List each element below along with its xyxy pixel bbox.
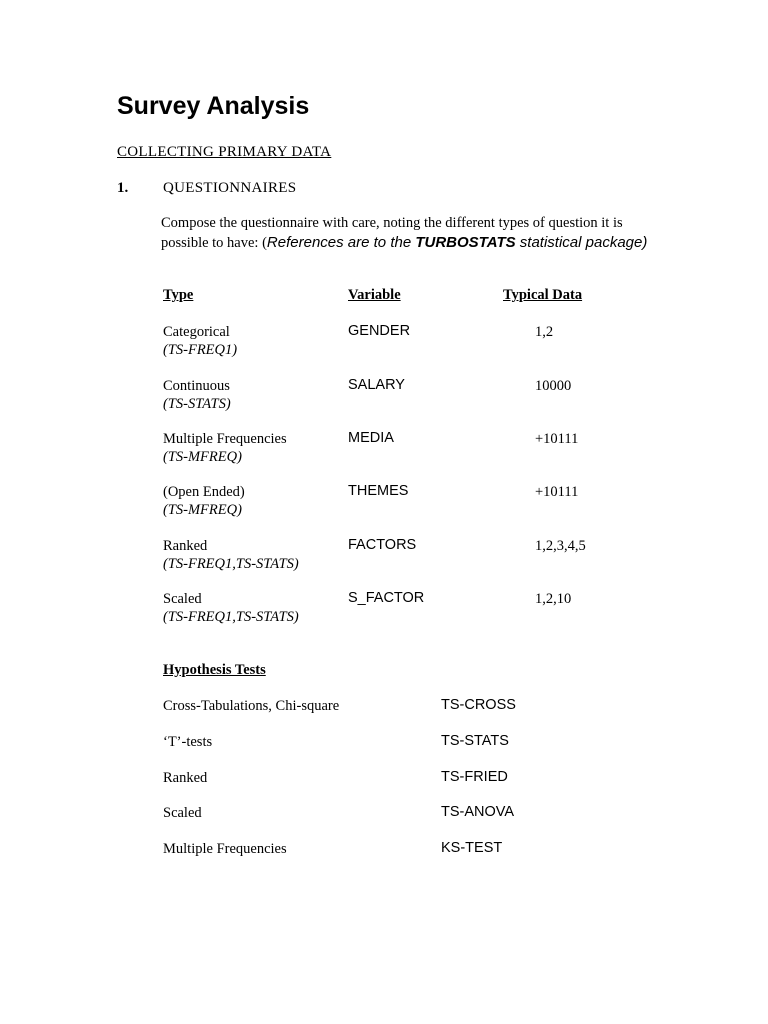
typical-cell: 10000	[535, 378, 572, 394]
hypothesis-label: Ranked	[163, 770, 208, 786]
page-title: Survey Analysis	[117, 92, 310, 120]
type-tag: (TS-FREQ1,TS-STATS)	[163, 556, 299, 572]
hypothesis-label: Cross-Tabulations, Chi-square	[163, 698, 340, 714]
variable-cell: SALARY	[348, 377, 405, 393]
typical-cell: 1,2	[535, 324, 554, 340]
hypothesis-label: Scaled	[163, 805, 202, 821]
type-label: Continuous	[163, 378, 230, 394]
typical-cell: +10111	[535, 431, 579, 447]
hypothesis-heading: Hypothesis Tests	[163, 662, 266, 678]
type-tag: (TS-FREQ1)	[163, 342, 238, 358]
type-tag: (TS-FREQ1,TS-STATS)	[163, 609, 299, 625]
hypothesis-label: ‘T’-tests	[163, 734, 213, 750]
typical-cell: +10111	[535, 484, 579, 500]
type-label: Ranked	[163, 538, 208, 554]
variable-cell: THEMES	[348, 483, 409, 499]
variable-cell: FACTORS	[348, 537, 417, 553]
variable-cell: S_FACTOR	[348, 590, 425, 606]
hypothesis-code: KS-TEST	[441, 840, 503, 856]
typical-cell: 1,2,3,4,5	[535, 538, 586, 554]
type-label: Multiple Frequencies	[163, 431, 287, 447]
typical-cell: 1,2,10	[535, 591, 572, 607]
type-label: (Open Ended)	[163, 484, 245, 500]
intro-note-package: TURBOSTATS	[415, 234, 516, 251]
section-heading: COLLECTING PRIMARY DATA	[117, 144, 332, 160]
type-label: Scaled	[163, 591, 202, 607]
hypothesis-code: TS-FRIED	[441, 769, 508, 785]
intro-text: Compose the questionnaire with care, noting the different types of question it is possible to have: (	[161, 215, 623, 251]
intro-note	[267, 234, 647, 251]
header-typical-data: Typical Data	[503, 287, 583, 303]
variable-cell: GENDER	[348, 323, 411, 339]
type-tag: (TS-MFREQ)	[163, 449, 242, 465]
header-type: Type	[163, 287, 194, 303]
subsection-number: 1.	[117, 180, 129, 196]
hypothesis-code: TS-CROSS	[441, 697, 516, 713]
table-row-type	[163, 323, 237, 359]
intro-note-pre: References are to the	[266, 234, 416, 251]
table-row-type	[163, 377, 231, 413]
variable-cell: MEDIA	[348, 430, 394, 446]
intro-paragraph	[161, 214, 661, 253]
table-row-type	[163, 590, 299, 626]
hypothesis-code: TS-STATS	[441, 733, 509, 749]
header-variable: Variable	[348, 287, 401, 303]
type-label: Categorical	[163, 324, 230, 340]
type-tag: (TS-STATS)	[163, 396, 231, 412]
table-row-type	[163, 537, 299, 573]
table-row-type	[163, 430, 287, 466]
hypothesis-label: Multiple Frequencies	[163, 841, 287, 857]
intro-note-post: statistical package)	[515, 234, 648, 251]
table-row-type	[163, 483, 245, 519]
subsection-heading: QUESTIONNAIRES	[163, 180, 297, 196]
hypothesis-code: TS-ANOVA	[441, 804, 515, 820]
type-tag: (TS-MFREQ)	[163, 502, 242, 518]
